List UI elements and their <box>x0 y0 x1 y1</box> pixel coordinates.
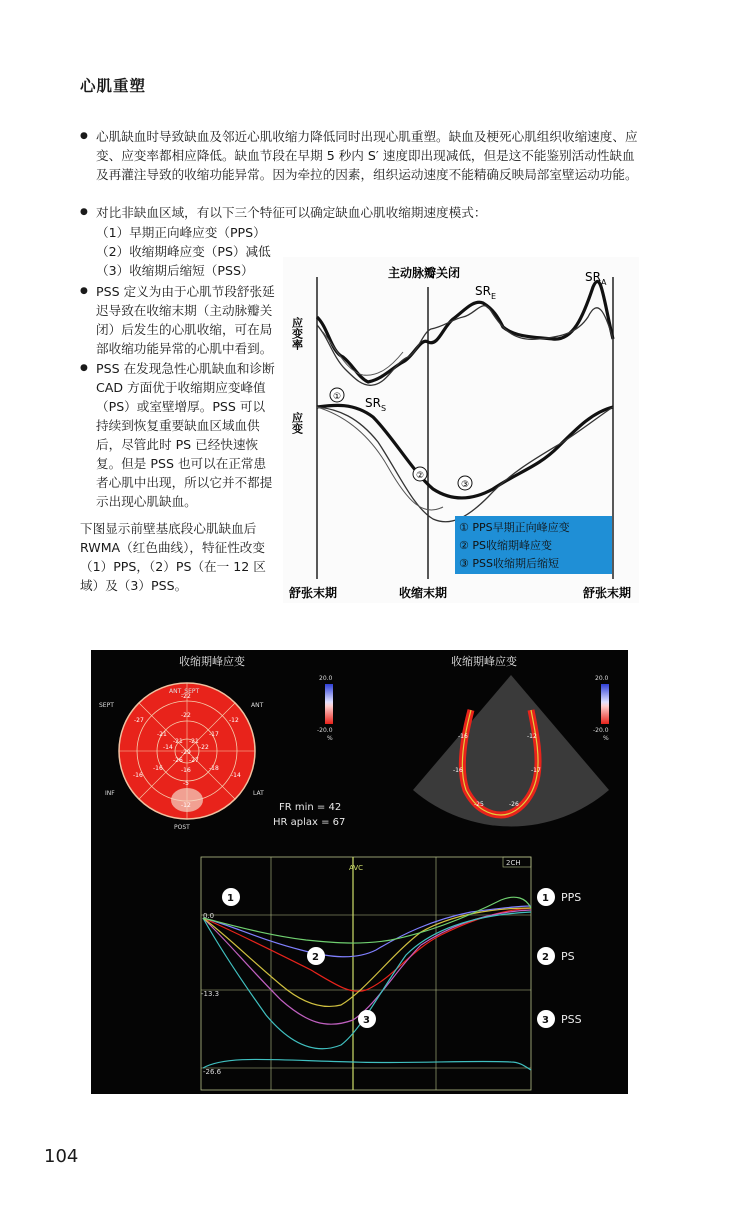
svg-text:-14: -14 <box>163 744 173 751</box>
svg-text:%: % <box>327 735 333 742</box>
svg-text:-20.0: -20.0 <box>593 727 609 734</box>
svg-text:-17: -17 <box>531 767 541 774</box>
sr-s-label: $SR_S$ <box>365 396 387 413</box>
bullseye-title: 收缩期峰应变 <box>179 655 245 668</box>
aortic-valve-closure-label: 主动脉瓣关闭 <box>388 266 461 280</box>
svg-text:-12: -12 <box>229 717 239 724</box>
page-number: 104 <box>44 1146 79 1167</box>
legend-item-pss: ③ PSS收缩期后缩短 <box>459 557 559 570</box>
legend-item-pps: ① PPS早期正向峰应变 <box>459 521 570 534</box>
svg-text:3: 3 <box>363 1015 370 1026</box>
bullseye-label-sept: SEPT <box>99 702 114 709</box>
section-title: 心肌重塑 <box>80 77 147 95</box>
y-tick-13: -13.3 <box>201 990 220 998</box>
bullet-pss-diagnosis: ● PSS 在发现急性心肌缺血和诊断 CAD 方面优于收缩期应变峰值（PS）或室壁增厚。PSS 可以持续到恢复重要缺血区域血供后，尽管此时 PS 已经快速恢复。但是 PSS 也可以在正常患者心肌中出现，所以它并不都提示出现心肌缺血。 <box>80 359 275 511</box>
svg-text:③: ③ <box>461 480 470 490</box>
svg-text:-16: -16 <box>453 767 463 774</box>
strain-schematic-figure <box>283 257 639 603</box>
svg-text:-20.0: -20.0 <box>317 727 333 734</box>
bullseye-label-ant-sept: ANT_SEPT <box>169 688 200 695</box>
svg-text:②: ② <box>416 471 425 481</box>
bullseye-label-lat: LAT <box>253 790 264 797</box>
svg-text:①: ① <box>333 392 342 402</box>
sr-a-label: $SR_A$ <box>585 270 607 287</box>
svg-text:3: 3 <box>542 1015 549 1026</box>
y-label-strain: 应变 <box>290 412 304 434</box>
bullseye-label-inf: INF <box>105 790 115 797</box>
bullseye-label-post: POST <box>174 824 190 831</box>
svg-text:-5: -5 <box>183 780 189 787</box>
legend-label-ps: PS <box>561 950 575 963</box>
feature-pss: （3）收缩期后缩短（PSS） <box>96 263 254 278</box>
sr-e-label: $SR_E$ <box>475 284 497 301</box>
svg-text:%: % <box>603 735 609 742</box>
svg-text:-26: -26 <box>173 757 183 764</box>
svg-text:1: 1 <box>542 893 549 904</box>
svg-text:20.0: 20.0 <box>595 675 609 682</box>
svg-text:-17: -17 <box>209 731 219 738</box>
svg-text:-22: -22 <box>199 744 209 751</box>
svg-text:-29: -29 <box>181 749 191 756</box>
y-tick-0: 0.0 <box>203 912 215 920</box>
svg-text:-27: -27 <box>134 717 144 724</box>
legend-label-pps: PPS <box>561 891 582 904</box>
svg-text:-16: -16 <box>181 767 191 774</box>
svg-text:-16: -16 <box>153 765 163 772</box>
svg-text:-21: -21 <box>157 731 167 738</box>
legend-label-pss: PSS <box>561 1013 582 1026</box>
bullet-features: ● 对比非缺血区域，有以下三个特征可以确定缺血心肌收缩期速度模式： <box>80 203 640 222</box>
svg-text:-16: -16 <box>133 772 143 779</box>
svg-text:2: 2 <box>542 952 549 963</box>
y-label-strain-rate: 应变率 <box>290 317 304 350</box>
svg-text:-22: -22 <box>181 693 191 700</box>
x-label-end-systole: 收缩末期 <box>399 586 448 600</box>
echo-strain-figure <box>91 650 628 1094</box>
bullet-pss-definition: ● PSS 定义为由于心肌节段舒张延迟导致在收缩末期（主动脉瓣关闭）后发生的心肌收缩，可在局部收缩功能异常的心肌中看到。 <box>80 282 275 358</box>
svg-text:-12: -12 <box>181 802 191 809</box>
svg-text:-12: -12 <box>527 733 537 740</box>
svg-text:-21: -21 <box>173 738 183 745</box>
x-label-end-diastole-right: 舒张末期 <box>583 586 632 600</box>
svg-text:-26: -26 <box>509 801 519 808</box>
svg-text:2: 2 <box>312 952 319 963</box>
svg-text:1: 1 <box>227 893 234 904</box>
view-tag-2ch: 2CH <box>506 859 521 867</box>
svg-text:20.0: 20.0 <box>319 675 333 682</box>
feature-pps: （1）早期正向峰应变（PPS） <box>96 225 266 240</box>
avc-label: AVC <box>349 864 364 872</box>
svg-text:-25: -25 <box>474 801 484 808</box>
feature-ps: （2）收缩期峰应变（PS）减低 <box>96 244 271 259</box>
svg-text:-21: -21 <box>189 738 199 745</box>
y-tick-26: -26.6 <box>203 1068 222 1076</box>
svg-text:-22: -22 <box>181 712 191 719</box>
svg-text:-18: -18 <box>209 765 219 772</box>
svg-text:-27: -27 <box>189 757 199 764</box>
x-label-end-diastole-left: 舒张末期 <box>289 586 338 600</box>
svg-text:-14: -14 <box>231 772 241 779</box>
figure-caption: 下图显示前壁基底段心肌缺血后 RWMA（红色曲线），特征性改变（1）PPS，（2）PS（在一 12 区域）及（3）PSS。 <box>80 521 266 593</box>
svg-text:-16: -16 <box>458 733 468 740</box>
heart-rate-text: HR aplax = 67 <box>273 817 346 828</box>
color-scale-left <box>325 684 333 724</box>
color-scale-right <box>601 684 609 724</box>
echo-title: 收缩期峰应变 <box>451 655 517 668</box>
legend-item-ps: ② PS收缩期峰应变 <box>459 539 552 552</box>
bullet-ischemia: ● 心肌缺血时导致缺血及邻近心肌收缩力降低同时出现心肌重塑。缺血及梗死心肌组织收缩速度、应变、应变率都相应降低。缺血节段在早期 5 秒内 S′ 速度即出现减低，但是这不能鉴别活动性缺血及再灌注导致的收缩功能异常。因为牵拉的因素，组织运动速度不能精确反映局部室壁运动功能。 <box>80 127 640 184</box>
bullseye-label-ant: ANT <box>251 702 264 709</box>
frame-rate-text: FR min = 42 <box>279 802 342 813</box>
